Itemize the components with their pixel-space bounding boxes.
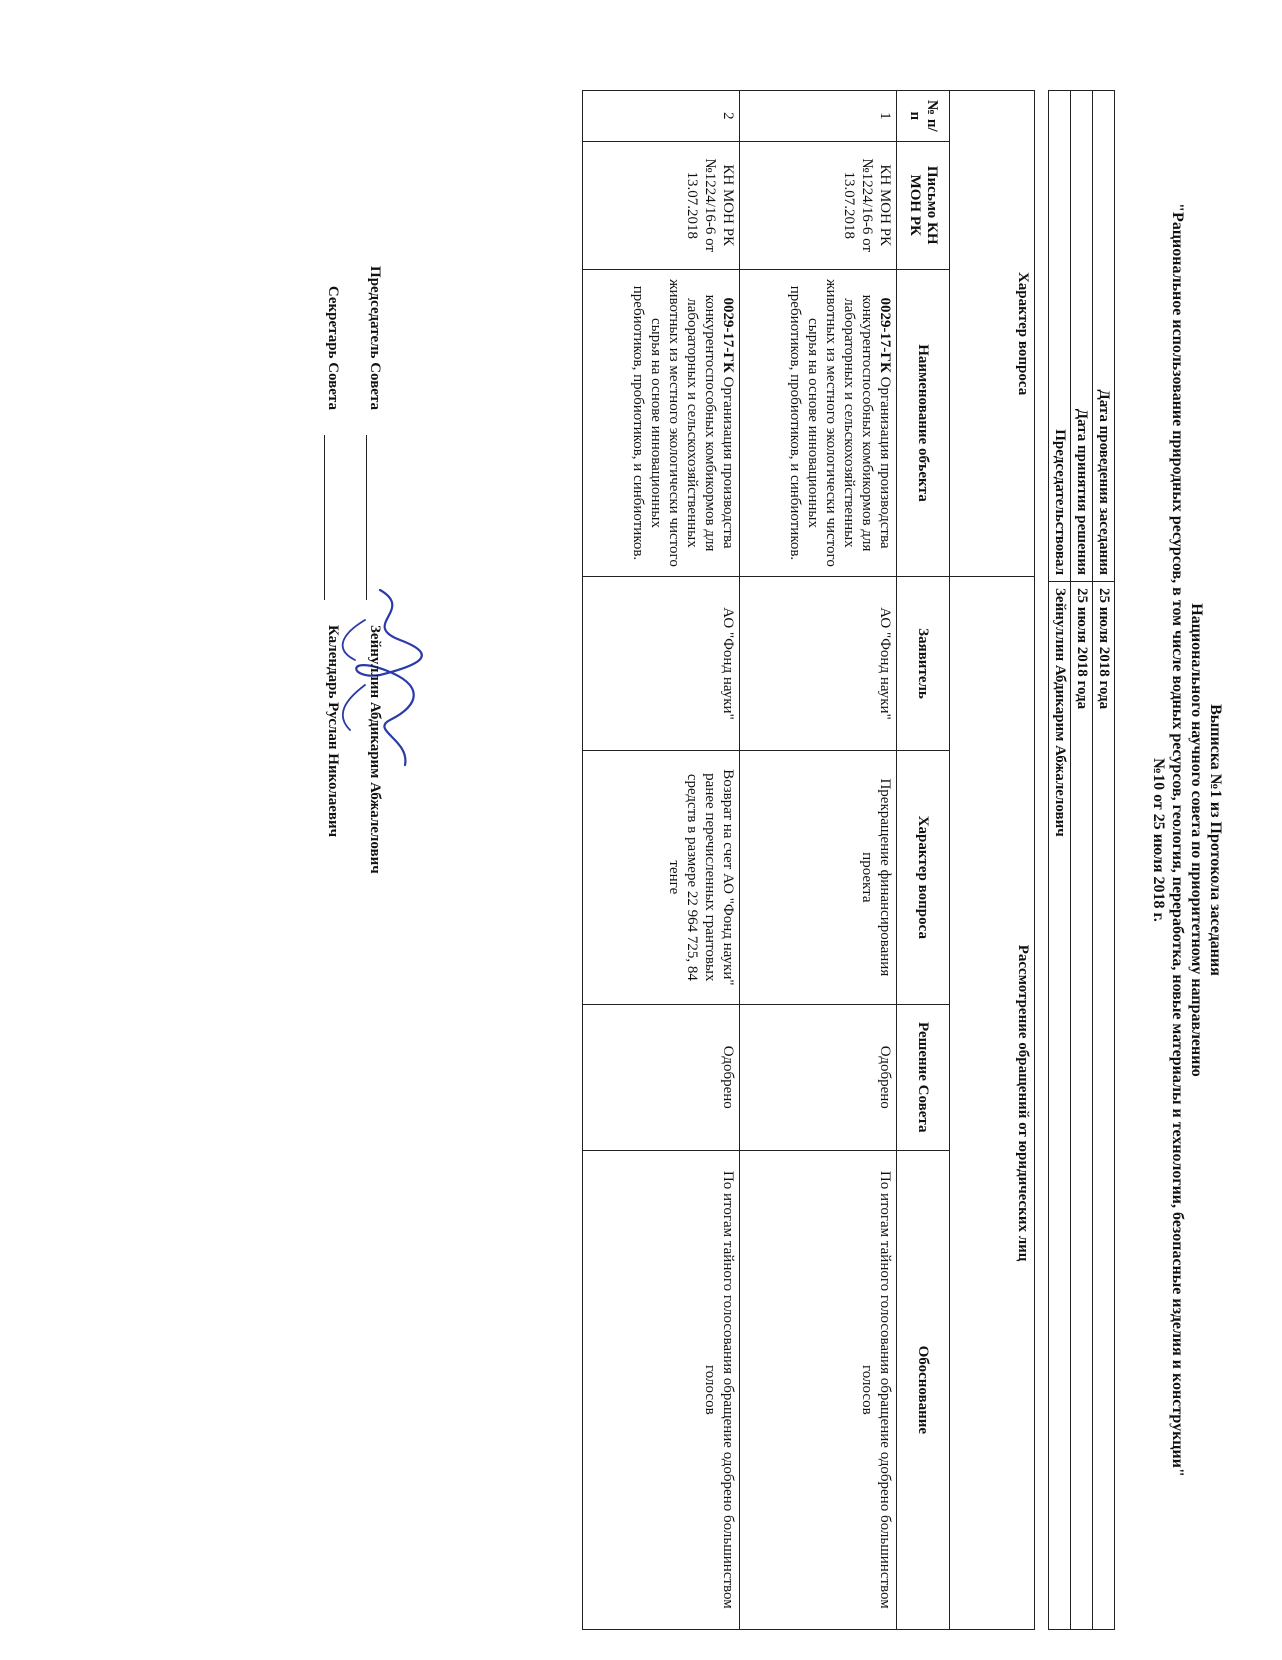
meta-value: Зейнуллин Абдикарим Абжалелович	[1049, 582, 1071, 1630]
signature-role: Председатель Совета	[367, 266, 383, 410]
section-row	[950, 91, 1035, 1630]
chair-signature-line	[366, 90, 385, 1025]
row-issue: Прекращение финансирования проекта	[740, 750, 897, 1004]
meeting-info-table	[1048, 90, 1115, 1630]
secretary-signature-line	[324, 90, 343, 1025]
rotated-document	[25, 60, 1225, 1660]
header-title: Выписка №1 из Протокола заседания	[1207, 704, 1224, 976]
decisions-table	[582, 90, 1035, 1630]
meta-label: Дата проведения заседания	[1093, 91, 1115, 582]
row-letter: КН МОН РК №1224/16-6 от 13.07.2018	[583, 141, 740, 269]
meta-row	[1071, 91, 1093, 1630]
row-object	[583, 269, 740, 576]
meta-row	[1093, 91, 1115, 1630]
signature-role: Секретарь Совета	[325, 285, 341, 410]
column-header-applicant: Заявитель	[897, 577, 950, 751]
meta-label: Председательствовал	[1049, 91, 1071, 582]
column-header-object: Наименование объекта	[897, 269, 950, 576]
row-justification: По итогам тайного голосования обращение одобрено большинством голосов	[740, 1150, 897, 1629]
column-header-number: № п/п	[897, 91, 950, 142]
row-justification: По итогам тайного голосования обращение одобрено большинством голосов	[583, 1150, 740, 1629]
section-value: Рассмотрение обращений от юридических лиц	[950, 577, 1035, 1630]
column-header-letter: Письмо КН МОН РК	[897, 141, 950, 269]
row-applicant: АО "Фонд науки"	[583, 577, 740, 751]
object-code: 0029-17-ГК	[877, 297, 893, 373]
header-council: Национального научного совета по приоритетному направлению	[1188, 603, 1205, 1077]
signature-name: Зейнуллин Абдикарим Абжалелович	[367, 625, 383, 874]
column-header-issue: Характер вопроса	[897, 750, 950, 1004]
row-number: 1	[740, 91, 897, 142]
table-header-row	[897, 91, 950, 1630]
meta-value: 25 июля 2018 года	[1093, 582, 1115, 1630]
signature-blank	[324, 435, 343, 600]
row-number: 2	[583, 91, 740, 142]
column-header-decision: Решение Совета	[897, 1004, 950, 1150]
signature-name: Календарь Руслан Николаевич	[325, 625, 341, 838]
object-description: Организация производства конкурентоспособных комбикормов для лабораторных и сельскохозяйственных животных из местного экологически чистого сырья на основе инновационных пребиотиков, пробиотиков, и синбиотиков.	[787, 279, 893, 567]
header-direction: "Рациональное использование природных ресурсов, в том числе водных ресурсов, геология, переработка, новые материалы и технологии, безопасные изделия и конструкции"	[1169, 203, 1186, 1477]
meta-label: Дата принятия решения	[1071, 91, 1093, 582]
meta-value: 25 июля 2018 года	[1071, 582, 1093, 1630]
column-header-justification: Обоснование	[897, 1150, 950, 1629]
row-issue: Возврат на счет АО "Фонд науки" ранее перечисленных грантовых средств в размере 22 964 725, 84 тенге	[583, 750, 740, 1004]
table-row	[583, 91, 740, 1630]
section-label: Характер вопроса	[950, 91, 1035, 577]
row-applicant: АО "Фонд науки"	[740, 577, 897, 751]
signature-blank	[366, 435, 385, 600]
object-description: Организация производства конкурентоспособных комбикормов для лабораторных и сельскохозяйственных животных из местного экологически чистого сырья на основе инновационных пребиотиков, пробиотиков, и синбиотиков.	[630, 279, 736, 567]
document-header	[1125, 60, 1225, 1620]
row-decision: Одобрено	[583, 1004, 740, 1150]
meta-row	[1049, 91, 1071, 1630]
table-row	[740, 91, 897, 1630]
row-decision: Одобрено	[740, 1004, 897, 1150]
header-protocol-number: №10 от 25 июля 2018 г.	[1150, 758, 1167, 922]
row-object	[740, 269, 897, 576]
object-code: 0029-17-ГК	[720, 297, 736, 373]
row-letter: КН МОН РК №1224/16-6 от 13.07.2018	[740, 141, 897, 269]
